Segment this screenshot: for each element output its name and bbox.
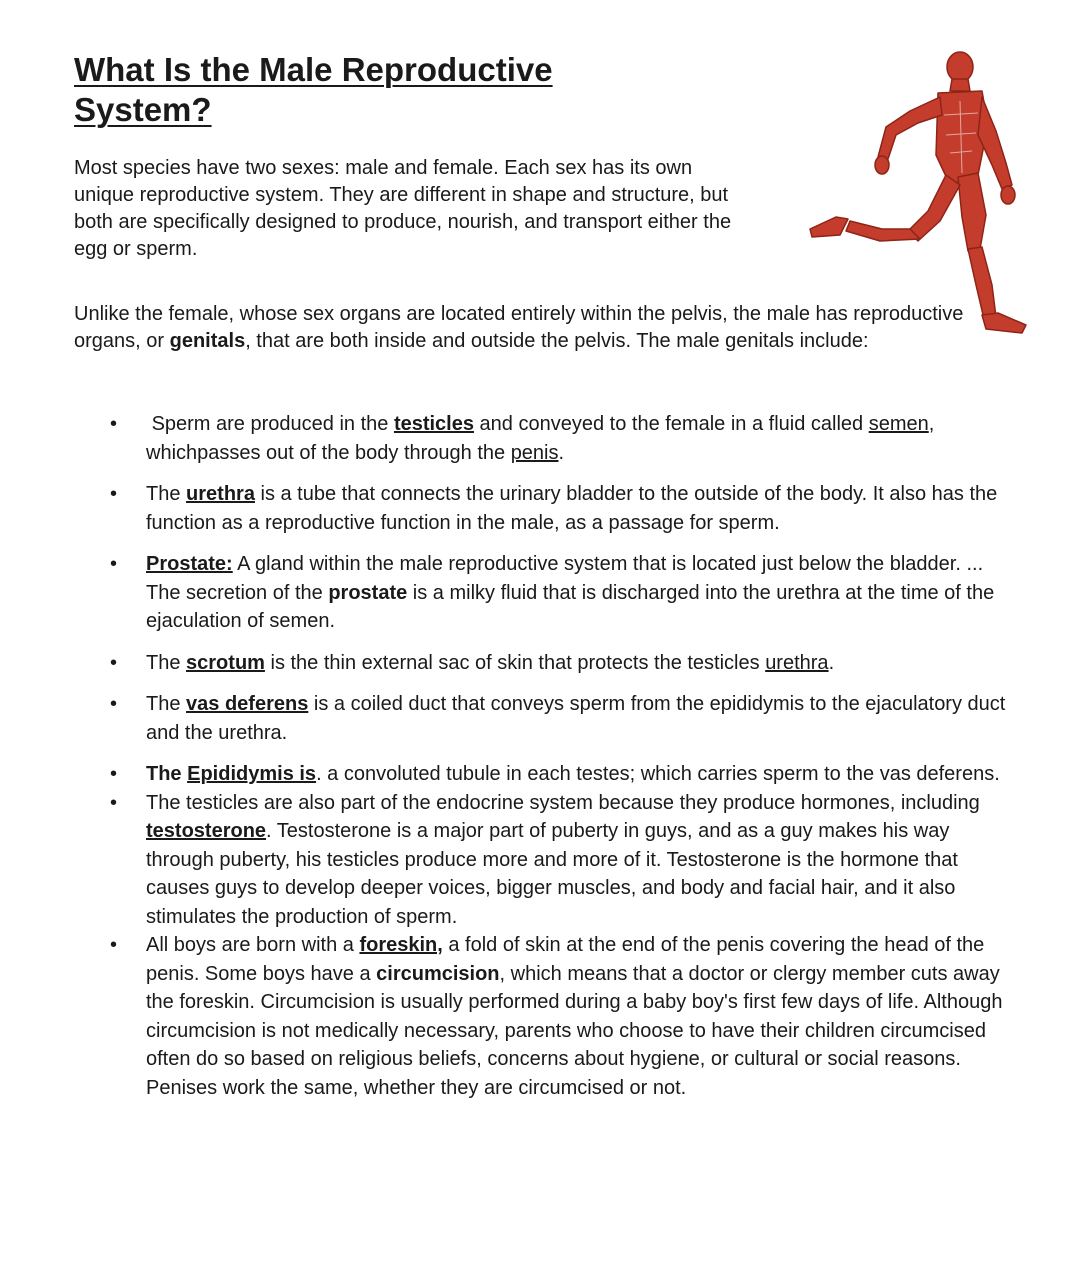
term-scrotum: scrotum [186, 651, 265, 674]
list-item: • Prostate: A gland within the male reproductive system that is located just below the bladder. ... The secretion of the prostate is a milky fluid that is discharged into the urethra at the time of the ejaculation of semen. [110, 550, 1010, 636]
intro-paragraph-1: Most species have two sexes: male and female. Each sex has its own unique reproductive system. They are different in shape and structure, but both are specifically designed to produce, nourish, and transport either the egg or sperm. [74, 157, 732, 260]
list-item: • The Epididymis is. a convoluted tubule in each testes; which carries sperm to the vas deferens. [110, 760, 1010, 789]
term-vas-deferens: vas deferens [186, 693, 309, 715]
para2-text-a: Unlike the female, whose sex organs are located entirely within the pelvis, the male has reproductive organs, or [74, 303, 964, 352]
term-penis: penis [510, 441, 559, 464]
genitals-list [110, 410, 1010, 1115]
para2-text-c: , that are both inside and outside the pelvis. The male genitals include: [245, 330, 869, 352]
term-prostate: Prostate: [146, 553, 233, 575]
term-urethra: urethra [186, 483, 255, 505]
list-item: • The vas deferens is a coiled duct that conveys sperm from the epididymis to the ejaculatory duct and the urethra. [110, 690, 1010, 747]
running-muscle-figure-icon [800, 45, 1040, 345]
term-prostate-bold: prostate [328, 581, 408, 604]
term-urethra-link: urethra [765, 651, 829, 674]
term-circumcision: circumcision [376, 962, 500, 985]
list-item: • The scrotum is the thin external sac of skin that protects the testicles urethra. [110, 649, 1010, 678]
page-title: What Is the Male Reproductive System? [74, 51, 553, 128]
list-item: • The testicles are also part of the endocrine system because they produce hormones, including testosterone. Testosterone is a major part of puberty in guys, and as a guy makes his way through puberty, his testicles produce more and more of it. Testosterone is the hormone that causes guys to develop deeper voices, bigger muscles, and body and facial hair, and it also stimulates the production of sperm. [110, 789, 1010, 932]
list-item: • All boys are born with a foreskin, a fold of skin at the end of the penis covering the head of the penis. Some boys have a circumcision, which means that a doctor or clergy member cuts away the foreskin. Circumcision is usually performed during a baby boy's first few days of life. Although circumcision is not medically necessary, parents who choose to have their children circumcised often do so based on religious beliefs, concerns about hygiene, or cultural or social reasons. Penises work the same, whether they are circumcised or not. [110, 931, 1010, 1102]
term-foreskin: foreskin, [359, 934, 443, 956]
term-testicles: testicles [393, 413, 474, 435]
list-item: • Sperm are produced in the testicles and conveyed to the female in a fluid called semen, whichpasses out of the body through the penis. [110, 410, 1010, 467]
term-testosterone: testosterone [146, 820, 267, 842]
term-epididymis: Epididymis is [187, 763, 317, 785]
list-item: • The urethra is a tube that connects the urinary bladder to the outside of the body. It also has the function as a reproductive function in the male, as a passage for sperm. [110, 480, 1010, 537]
term-genitals: genitals [169, 330, 246, 352]
term-semen: semen [868, 413, 929, 435]
